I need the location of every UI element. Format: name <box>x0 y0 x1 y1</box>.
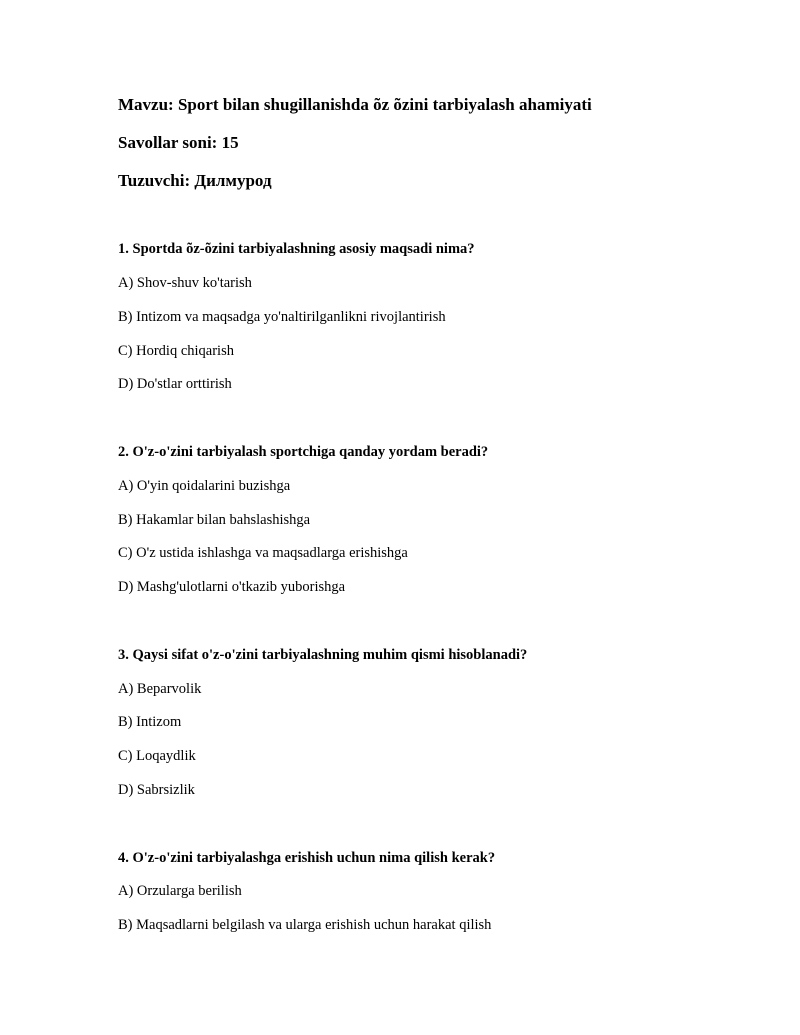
question-3-option-a: A) Beparvolik <box>118 681 202 697</box>
question-2-option-c: C) O'z ustida ishlashga va maqsadlarga erishishga <box>118 545 408 561</box>
question-1: 1. Sportda õz-õzini tarbiyalashning asosiy maqsadi nima? <box>118 241 475 257</box>
question-1-option-d: D) Do'stlar orttirish <box>118 376 232 392</box>
question-3-option-b: B) Intizom <box>118 714 182 730</box>
question-3: 3. Qaysi sifat o'z-o'zini tarbiyalashning muhim qismi hisoblanadi? <box>118 647 528 663</box>
question-2-option-d: D) Mashg'ulotlarni o'tkazib yuborishga <box>118 579 346 595</box>
author-heading: Tuzuvchi: Дилмурод <box>118 171 272 190</box>
question-3-option-d: D) Sabrsizlik <box>118 782 195 798</box>
question-2: 2. O'z-o'zini tarbiyalash sportchiga qanday yordam beradi? <box>118 444 489 460</box>
question-2-option-a: A) O'yin qoidalarini buzishga <box>118 478 291 494</box>
question-4: 4. O'z-o'zini tarbiyalashga erishish uchun nima qilish kerak? <box>118 850 496 866</box>
question-count-heading: Savollar soni: 15 <box>118 133 239 152</box>
question-1-option-c: C) Hordiq chiqarish <box>118 343 234 359</box>
question-1-option-a: A) Shov-shuv ko'tarish <box>118 275 252 291</box>
topic-heading: Mavzu: Sport bilan shugillanishda õz õzini tarbiyalash ahamiyati <box>118 95 592 114</box>
question-2-option-b: B) Hakamlar bilan bahslashishga <box>118 512 311 528</box>
question-3-option-c: C) Loqaydlik <box>118 748 196 764</box>
question-4-option-b: B) Maqsadlarni belgilash va ularga erishish uchun harakat qilish <box>118 917 492 933</box>
question-1-option-b: B) Intizom va maqsadga yo'naltirilganlikni rivojlantirish <box>118 309 446 325</box>
question-4-option-a: A) Orzularga berilish <box>118 883 242 899</box>
